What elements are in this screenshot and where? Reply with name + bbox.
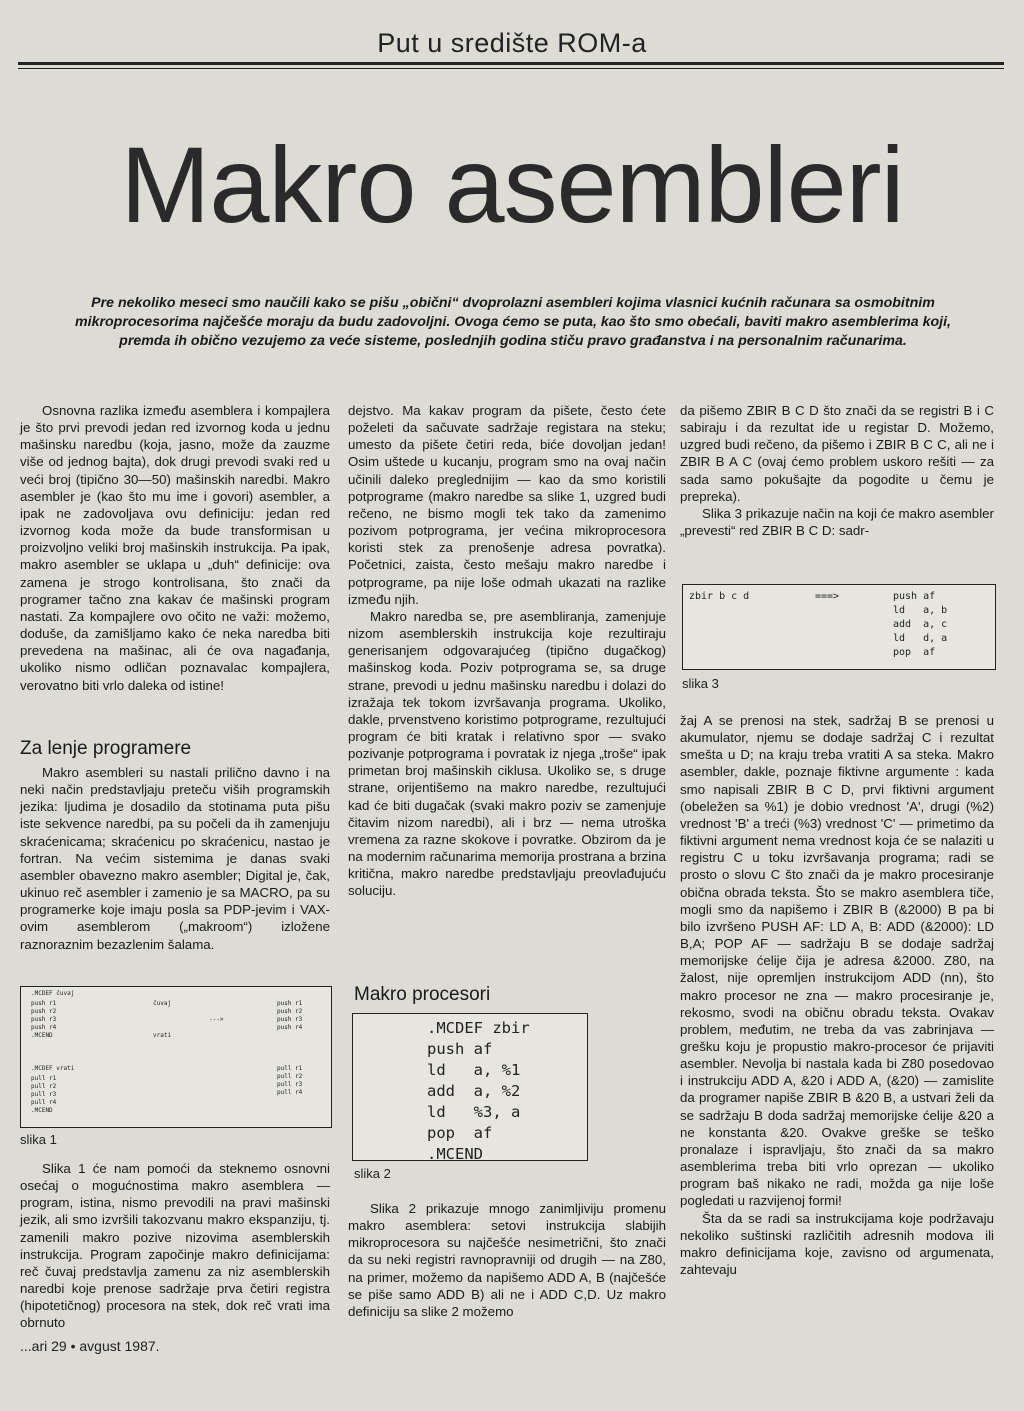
header-rule	[18, 62, 1004, 65]
subhead-macro-processors: Makro procesori	[354, 984, 491, 1005]
col2-paragraph-3: Slika 2 prikazuje mnogo zanimljiviju promenu makro asemblera: setovi instrukcija slabijih mikroprocesora su najčešće nesimetrični, što znači da su neki registri ravnopravniji od drugih — na Z80, na primer, možemo da napišemo ADD A, B (najčešće se piše samo ADD B) ali ne i ADD C,D. Uz makro definiciju sa slike 2 možemo	[348, 1201, 666, 1319]
col1-paragraph-3: Slika 1 će nam pomoći da steknemo osnovni osećaj o mogućnostima makro asemblera — program, istina, nismo prevodili na pravi mašinski jezik, ali smo izvršili takozvanu makro ekspanziju, tj. zamenili makro pozive nizovima asemblerskih instrukcija. Program započinje makro definicijama: reč čuvaj predstavlja zamenu za niz asemblerskih naredbi koje prenose sadržaje prva četiri registra (hipotetičnog) procesora na stek, dok reč vrati ima obrnuto	[20, 1161, 330, 1331]
header-rule-thin	[18, 68, 1004, 69]
col3-paragraph-1: da pišemo ZBIR B C D što znači da se registri B i C sabiraju i da rezultat ide u registar D. Možemo, uzgred budi rečeno, da pišemo i ZBIR B C C, ali ne i ZBIR B A C (ovaj ćemo problem uskoro rešiti — za sada samo pokušajte da pogodite u čemu je prepreka).	[680, 403, 994, 504]
col3-paragraph-2: Slika 3 prikazuje način na koji će makro asembler „prevesti“ red ZBIR B C D: sadr-	[680, 505, 994, 539]
section-title: Put u središte ROM-a	[377, 28, 647, 58]
col3-paragraph-3: žaj A se prenosi na stek, sadržaj B se prenosi u akumulator, njemu se dodaje sadržaj C i rezultat smešta u D; na kraju treba vratiti A sa steka. Makro asembler, dakle, poznaje fiktivne argumente : kada smo napisali ZBIR B C D, prvi fiktivni argument (obeležen sa %1) je dobio vrednost 'A', drugi (%2) vrednost 'B' a treći (%3) vrednost 'C' — primetimo da fiktivni argument nema vrednost koja će se nalaziti u registru C u toku izvršavanja programa; radi se prosto o slovu C što znači da je makro procesiranje obična obrada teksta. Što se makro asemblera tiče, mogli smo da napišemo i ZBIR B (&2000) B pa bi bilo izvršeno PUSH AF: LD A, B: ADD (&2000): LD B,A; POP AF — sadržaju B se dodaje sadržaj memorijske ćelije čija je adresa &2000. Z80, na žalost, nije opremljen instrukcijom ADD (nn), što makro procesor ne zna — makro procesiranje je, rekosmo, svodi na običnu obradu teksta. Ovakav problem, međutim, ne treba da vas zabrinjava — grešku koju je propustio makro-procesor će prijaviti asembler. Nevolja bi nastala kada bi Z80 posedovao i instrukciju ADD A, &20 i ADD A, (&20) — zamislite da programer napiše ZBIR B &20 B, a ustvari želi da se sadržaju B doda sadržaj memorijske ćelije &20 a ne konstanta &20. Ovakve greške se teško pronalaze i ispravljaju, što znači da sa makro asemblerima treba biti vrlo oprezan — ukoliko program baš nikako ne radi, možda ga nije loše pogledati u razvijenoj formi!	[680, 713, 994, 1209]
col2-paragraph-2: Makro naredba se, pre asembliranja, zamenjuje nizom asemblerskih instrukcija koje rezultiraju generisanjem odgovarajućeg (tipično dugačkog) mašinskog koda. Poziv potprograma se, sa druge strane, prevodi u jednu mašinsku naredbu i dolazi do izražaja tek tokom izvršavanja programa. Ukoliko, dakle, prvenstveno koristimo potprograme, rezultujući program će biti kratak i relativno spor — svako pozivanje potprograma i povratak iz njega „troše“ ipak primetan broj mašinskih ciklusa. Ukoliko se, s druge strane, orijentišemo na makro naredbe, rezultujući kad će biti dugačak (svaki makro poziv se zamenjuje čitavim nizom naredbi), ali i brz — nema utroška vremena za razne skokove i povratke. Obzirom da je na modernim računarima memorija prostrana a brzina kritična, makro naredbe predstavljaju preovlađujuću soluciju.	[348, 608, 666, 899]
col3-paragraph-4: Šta da se radi sa instrukcijama koje podržavaju nekoliko suštinski različitih adresnih modova ili makro definicijama koje, zavisno od argumenata, zahtevaju	[680, 1210, 994, 1277]
figure-1-caption: slika 1	[20, 1132, 57, 1147]
figure-2-caption: slika 2	[354, 1166, 391, 1181]
column-3-part-2	[680, 712, 994, 1278]
figure-1-code: .MCDEF čuvaj push r1 push r2 push r3 push r4 .MCEND čuvaj vrati ---> push r1 push r2 push r3 push r4 .MCDEF vrati pull r1 pull r2 pull r3 pull r4 .MCEND pull r1 pull r2 pull r3 pull r4	[20, 986, 332, 1128]
article-title: Makro asembleri	[120, 124, 904, 245]
column-1-part-2	[20, 764, 330, 953]
column-2	[348, 402, 666, 900]
page-folio: ...ari 29 • avgust 1987.	[20, 1338, 160, 1354]
column-2-part-2	[348, 1200, 666, 1320]
figure-3-caption: slika 3	[682, 676, 719, 691]
column-1-part-3	[20, 1160, 330, 1332]
subhead-lazy-programmers: Za lenje programere	[20, 738, 192, 759]
col1-paragraph-1: Osnovna razlika između asemblera i kompajlera je što prvi prevodi jedan red izvornog koda u jednu mašinsku naredbu (koja, jasno, može da zauzme više od jednog bajta), dok drugi prevodi svaki red u veći broj (tipično 30—50) mašinskih naredbi. Makro asembler je (kao što mu ime i govori) asembler, a ipak ne zadovoljava ovu definiciju: jedan red izvornog koda može da bude transformisan u proizvoljno veliki broj mašinskih instrukcija. Pa ipak, makro asembler se uklapa u „duh“ definicije: ova zamena je strogo kontrolisana, što znači da programer tačno zna kakav će mašinski program nastati. Za kompajlere ovo očito ne važi: možemo, doduše, da zamišljamo kako će neka naredba biti prevedena na mašinac, ali će ova nagađanja, ukoliko nismo odličan poznavalac kompajlera, verovatno biti vrlo daleka od istine!	[20, 403, 330, 693]
lead-paragraph: Pre nekoliko meseci smo naučili kako se pišu „obični“ dvoprolazni asembleri kojima vlasnici kućnih računara sa osmobitnim mikroprocesorima najčešće moraju da budu zadovoljni. Ovoga ćemo se puta, kao što smo obećali, baviti makro asemblerima koji, premda ih obično vezujemo za veće sisteme, poslednjih godina stiču pravo građanstva i na personalnim računarima.	[75, 295, 951, 349]
figure-2-code: .MCDEF zbir push af ld a, %1 add a, %2 ld %3, a pop af .MCEND	[352, 1013, 588, 1161]
column-1	[20, 402, 330, 694]
figure-3-code: zbir b c d ===> push af ld a, b add a, c ld d, a pop af	[682, 584, 996, 670]
col2-paragraph-1: dejstvo. Ma kakav program da pišete, često ćete poželeti da sačuvate sadržaje registara na steku; umesto da pišete četiri reda, biće dovoljan jedan! Osim uštede u kucanju, program smo na ovaj način učinili daleko preglednijim — kao da smo koristili potprograme (makro naredbe sa slike 1, uzgred budi rečeno, ne bismo mogli tek tako da zamenimo pozivom potprograma, jer većina mikroprocesora koristi stek za prenošenje adresa povratka). Početnici, zaista, često mešaju makro naredbe i potprograme, pa nije loše odmah ukazati na razlike između njih.	[348, 403, 666, 607]
column-3	[680, 402, 994, 539]
col1-paragraph-2: Makro asembleri su nastali prilično davno i na neki način predstavljaju preteču viših programskih jezika: ljudima je dosadilo da stotinama puta pišu iste sekvence naredbi, pa su počeli da ih zamenjuju skraćenicama; skraćenicu po skraćenicu, nastao je fortran. Na većim sistemima je danas svaki asembler obavezno makro asembler; Digital je, čak, ukinuo reč asembler i zamenio je sa MACRO, pa su programerke koje imaju posla sa PDP-jevim i VAX-ovim asemblerom („makroom“) izložene raznoraznim bezazlenim šalama.	[20, 765, 330, 952]
